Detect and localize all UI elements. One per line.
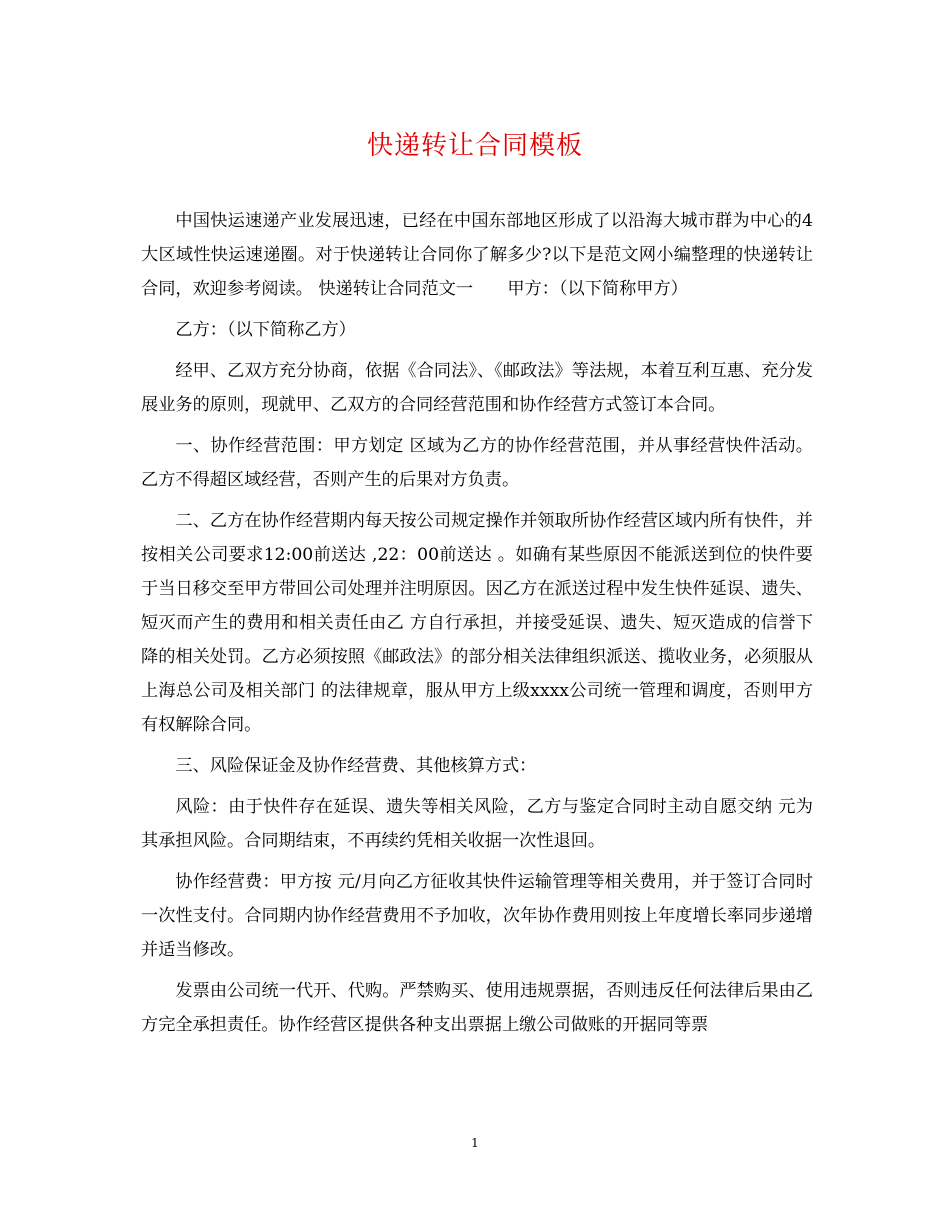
paragraph-party-b: 乙方：（以下简称乙方） bbox=[175, 320, 356, 340]
paragraph-invoice: 发票由公司统一代开、代购。严禁购买、使用违规票据，否则违反任何法律后果由乙方完全承担责任。协作经营区提供各种支出票据上缴公司做账的开据同等票 bbox=[141, 981, 813, 1035]
paragraph-fee: 协作经营费：甲方按 元/月向乙方征收其快件运输管理等相关费用，并于签订合同时一次性支付。合同期内协作经营费用不予加收，次年协作费用则按上年度增长率同步递增并适当修改。 bbox=[141, 872, 813, 960]
paragraph-intro: 中国快运速递产业发展迅速，已经在中国东部地区形成了以沿海大城市群为中心的4大区域性快运速递圈。对于快递转让合同你了解多少?以下是范文网小编整理的快递转让合同，欢迎参考阅读。 快递转让合同范文一 甲方：（以下简称甲方） bbox=[141, 211, 813, 299]
paragraph-risk: 风险：由于快件存在延误、遗失等相关风险，乙方与鉴定合同时主动自愿交纳 元为其承担风险。合同期结束，不再续约凭相关收据一次性退回。 bbox=[141, 797, 813, 851]
document-title: 快递转让合同模板 bbox=[366, 131, 583, 161]
paragraph-clause-1: 一、协作经营范围：甲方划定 区域为乙方的协作经营范围，并从事经营快件活动。乙方不得超区域经营，否则产生的后果对方负责。 bbox=[141, 436, 813, 490]
paragraph-clause-3-heading: 三、风险保证金及协作经营费、其他核算方式： bbox=[175, 756, 537, 776]
paragraph-clause-2: 二、乙方在协作经营期内每天按公司规定操作并领取所协作经营区域内所有快件，并按相关公司要求12:00前送达 ,22：00前送达 。如确有某些原因不能派送到位的快件要于当日移交至甲方带回公司处理并注明原因。因乙方在派送过程中发生快件延误、遗失、短灭而产生的费用和相关责任由乙 方自行承担，并接受延误、遗失、短灭造成的信誉下降的相关处罚。乙方必须按照《邮政法》的部分相关法律组织派送、揽收业务，必须服从上海总公司及相关部门 的法律规章，服从甲方上级xxxx公司统一管理和调度，否则甲方有权解除合同。 bbox=[141, 511, 813, 735]
document-body bbox=[141, 204, 813, 1049]
paragraph-preamble: 经甲、乙双方充分协商，依据《合同法》、《邮政法》等法规，本着互利互惠、充分发展业务的原则，现就甲、乙双方的合同经营范围和协作经营方式签订本合同。 bbox=[141, 361, 813, 415]
page-number: 1 bbox=[471, 1136, 479, 1150]
